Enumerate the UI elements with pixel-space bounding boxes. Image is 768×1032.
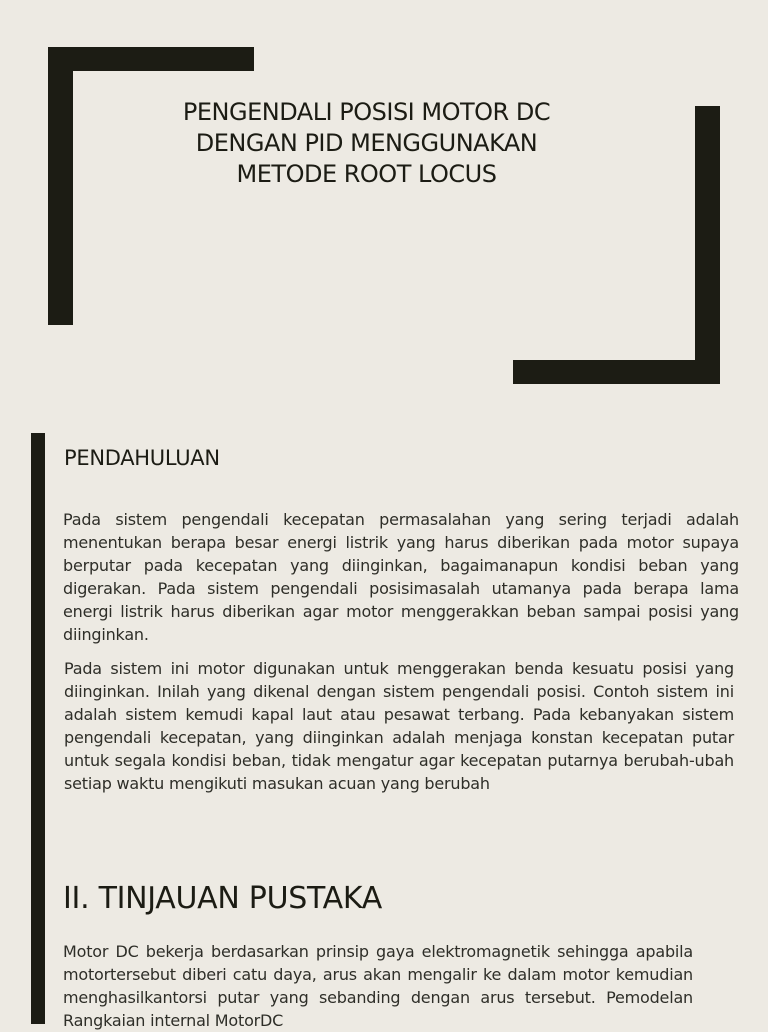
title-line-3: METODE ROOT LOCUS xyxy=(236,160,497,188)
section-heading-pendahuluan: PENDAHULUAN xyxy=(64,446,220,470)
title-line-1: PENGENDALI POSISI MOTOR DC xyxy=(182,98,551,126)
section-side-bar xyxy=(31,433,45,1024)
corner-bracket-bottom-right-horizontal xyxy=(513,360,720,384)
corner-bracket-top-left-vertical xyxy=(48,47,73,325)
paragraph-tinjauan-1: Motor DC bekerja berdasarkan prinsip gaya elektromagnetik sehingga apabila motortersebut diberi catu daya, arus akan mengalir ke dalam motor kemudian menghasilkantorsi putar yang sebanding dengan arus tersebut. Pemodelan Rangkaian internal MotorDC xyxy=(63,942,693,1030)
title-line-2: DENGAN PID MENGGUNAKAN xyxy=(195,129,538,157)
corner-bracket-bottom-right-vertical xyxy=(695,106,720,384)
corner-bracket-top-left-horizontal xyxy=(48,47,254,71)
paragraph-intro-1: Pada sistem pengendali kecepatan permasalahan yang sering terjadi adalah menentukan berapa besar energi listrik yang harus diberikan pada motor supaya berputar pada kecepatan yang diinginkan, bagaimanapun kondisi beban yang digerakan. Pada sistem pengendali posisimasalah utamanya pada berapa lama energi listrik harus diberikan agar motor menggerakkan beban sampai posisi yang diinginkan. xyxy=(63,510,739,644)
document-title xyxy=(150,97,583,190)
section-heading-tinjauan-pustaka: II. TINJAUAN PUSTAKA xyxy=(63,881,382,916)
paragraph-intro-2: Pada sistem ini motor digunakan untuk menggerakan benda kesuatu posisi yang diinginkan. Inilah yang dikenal dengan sistem pengendali posisi. Contoh sistem ini adalah sistem kemudi kapal laut atau pesawat terbang. Pada kebanyakan sistem pengendali kecepatan, yang diinginkan adalah menjaga konstan kecepatan putar untuk segala kondisi beban, tidak mengatur agar kecepatan putarnya berubah-ubah setiap waktu mengikuti masukan acuan yang berubah xyxy=(64,659,734,793)
